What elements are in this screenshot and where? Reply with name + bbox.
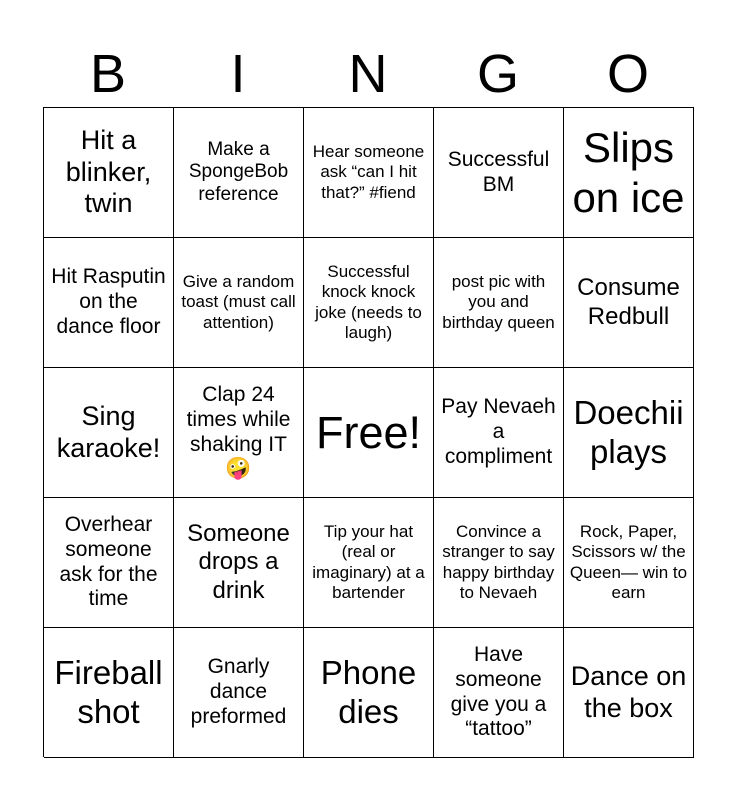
cell-text: Phone dies	[320, 653, 417, 730]
bingo-cell-r5c5[interactable]	[564, 628, 694, 758]
cell-text: Give a random toast (must call attention)	[181, 272, 296, 332]
bingo-cell-r3c5[interactable]	[564, 368, 694, 498]
header-letter-b: B	[89, 44, 127, 104]
cell-text: Clap 24 times while shaking IT 🤪	[186, 382, 291, 481]
cell-text: Hit a blinker, twin	[65, 124, 152, 219]
header-letter-g: G	[476, 44, 519, 104]
bingo-cell-r5c1[interactable]	[44, 628, 174, 758]
cell-text: Slips on ice	[572, 123, 685, 221]
cell-text: Free!	[315, 406, 422, 458]
cell-text: Sing karaoke!	[56, 400, 161, 463]
bingo-cell-r1c5[interactable]	[564, 108, 694, 238]
bingo-cell-r1c4[interactable]	[434, 108, 564, 238]
bingo-cell-r1c3[interactable]	[304, 108, 434, 238]
bingo-cell-r2c5[interactable]	[564, 238, 694, 368]
cell-text: Doechii plays	[573, 393, 684, 470]
cell-text: Hear someone ask “can I hit that?” #fiend	[312, 142, 425, 202]
bingo-cell-r3c4[interactable]	[434, 368, 564, 498]
cell-text: Make a SpongeBob reference	[188, 138, 289, 205]
bingo-cell-r1c2[interactable]	[174, 108, 304, 238]
bingo-header	[43, 40, 693, 108]
bingo-cell-r5c4[interactable]	[434, 628, 564, 758]
bingo-cell-r4c5[interactable]	[564, 498, 694, 628]
cell-text: Convince a stranger to say happy birthday to Nevaeh	[442, 522, 555, 602]
cell-text: Pay Nevaeh a compliment	[441, 395, 556, 468]
cell-text: Tip your hat (real or imaginary) at a bartender	[312, 522, 425, 602]
bingo-cell-r3c2[interactable]	[174, 368, 304, 498]
bingo-cell-r1c1[interactable]	[44, 108, 174, 238]
bingo-cell-r4c4[interactable]	[434, 498, 564, 628]
cell-text: Gnarly dance preformed	[190, 655, 287, 728]
cell-text: Successful BM	[447, 147, 550, 196]
bingo-cell-r2c1[interactable]	[44, 238, 174, 368]
cell-text: Overhear someone ask for the time	[59, 512, 158, 611]
cell-text: Rock, Paper, Scissors w/ the Queen— win to earn	[569, 522, 688, 602]
bingo-cell-free[interactable]	[304, 368, 434, 498]
cell-text: Dance on the box	[570, 660, 687, 723]
header-letter-o: O	[606, 44, 649, 104]
bingo-cell-r5c2[interactable]	[174, 628, 304, 758]
header-letter-i: I	[230, 44, 246, 104]
bingo-cell-r2c3[interactable]	[304, 238, 434, 368]
cell-text: Consume Redbull	[577, 274, 680, 330]
bingo-cell-r4c3[interactable]	[304, 498, 434, 628]
bingo-cell-r4c1[interactable]	[44, 498, 174, 628]
header-letter-n: N	[348, 44, 388, 104]
bingo-cell-r4c2[interactable]	[174, 498, 304, 628]
cell-text: Have someone give you a “tattoo”	[450, 642, 547, 741]
cell-text: Someone drops a drink	[187, 520, 290, 604]
bingo-cell-r3c1[interactable]	[44, 368, 174, 498]
bingo-cell-r2c4[interactable]	[434, 238, 564, 368]
bingo-cell-r2c2[interactable]	[174, 238, 304, 368]
cell-text: Hit Rasputin on the dance floor	[51, 265, 166, 338]
cell-text: Successful knock knock joke (needs to laugh)	[315, 262, 422, 342]
bingo-grid	[43, 107, 694, 757]
bingo-cell-r5c3[interactable]	[304, 628, 434, 758]
cell-text: post pic with you and birthday queen	[442, 272, 555, 332]
cell-text: Fireball shot	[54, 653, 163, 730]
